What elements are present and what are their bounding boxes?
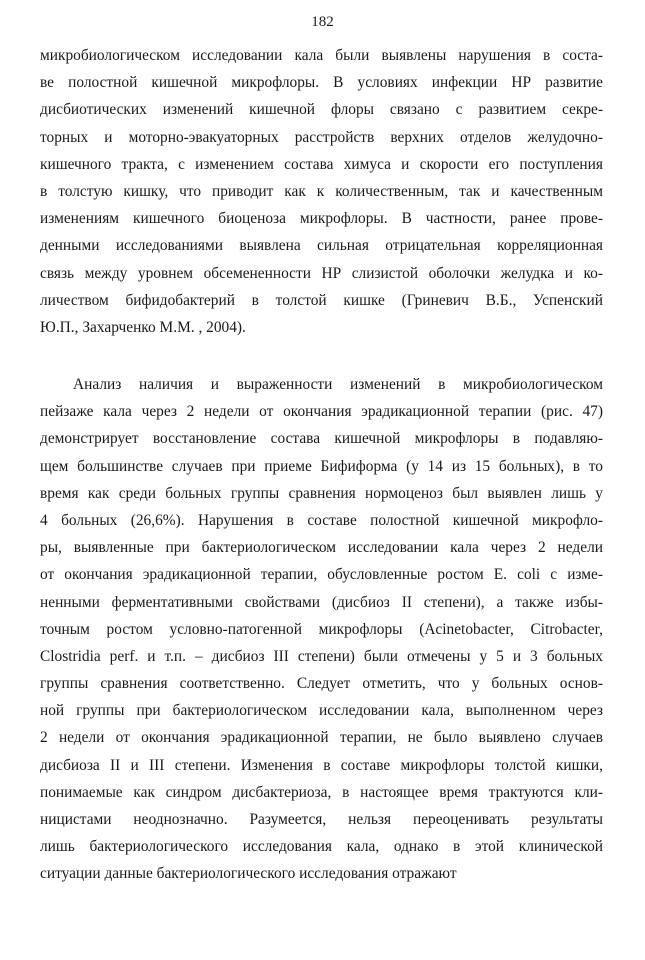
text-line: ве полостной кишечной микрофлоры. В условиях инфекции НР развитие [40, 74, 603, 92]
text-line: время как среди больных группы сравнения нормоценоз был выявлен лишь у [40, 484, 603, 502]
text-line: связь между уровнем обсемененности НР слизистой оболочки желудка и ко- [40, 264, 603, 282]
text-line: дисбиоза II и III степени. Изменения в составе микрофлоры толстой кишки, [40, 756, 603, 774]
text-line: Clostridia perf. и т.п. – дисбиоз III степени) были отмечены у 5 и 3 больных [40, 647, 603, 665]
text-line: 2 недели от окончания эрадикационной терапии, не было выявлено случаев [40, 729, 603, 747]
text-line: лишь бактериологического исследования кала, однако в этой клинической [40, 838, 603, 856]
text-line: личеством бифидобактерий в толстой кишке (Гриневич В.Б., Успенский [40, 291, 603, 309]
text-line: от окончания эрадикационной терапии, обусловленные ростом E. coli с изме- [40, 566, 603, 584]
page-number: 182 [311, 14, 334, 30]
text-line: ненными ферментативными свойствами (дисбиоз II степени), а также избы- [40, 593, 603, 611]
text-line: изменениям кишечного биоценоза микрофлоры. В частности, ранее прове- [40, 210, 603, 228]
text-line: ситуации данные бактериологического исследования отражают [40, 865, 457, 883]
text-line: демонстрирует восстановление состава кишечной микрофлоры в подавляю- [40, 430, 603, 448]
text-line: ницистами неоднозначно. Разумеется, нельзя переоценивать результаты [40, 811, 603, 828]
text-line: ной группы при бактериологическом исследовании кала, выполненном через [40, 702, 603, 720]
text-line: 4 больных (26,6%). Нарушения в составе полостной кишечной микрофло- [40, 511, 603, 529]
text-line: денными исследованиями выявлена сильная отрицательная корреляционная [40, 237, 603, 255]
text-line: группы сравнения соответственно. Следует отметить, что у больных основ- [40, 675, 603, 693]
text-line: точным ростом условно-патогенной микрофлоры (Acinetobacter, Citrobacter, [40, 620, 603, 638]
text-line: дисбиотических изменений кишечной флоры связано с развитием секре- [40, 101, 603, 119]
paragraph-1 [40, 42, 603, 341]
text-line: в толстую кишку, что приводит как к количественным, так и качественным [40, 182, 603, 200]
text-line: щем большинстве случаев при приеме Бифиформа (у 14 из 15 больных), в то [40, 457, 603, 475]
text-line: торных и моторно-эвакуаторных расстройств верхних отделов желудочно- [40, 128, 603, 146]
text-line: ры, выявленные при бактериологическом исследовании кала через 2 недели [40, 539, 603, 557]
text-line: кишечного тракта, с изменением состава химуса и скорости его поступления [40, 155, 603, 173]
text-line: пейзаже кала через 2 недели от окончания эрадикационной терапии (рис. 47) [40, 403, 603, 421]
text-line: Анализ наличия и выраженности изменений в микробиологическом [73, 376, 603, 393]
text-line: Ю.П., Захарченко М.М. , 2004). [40, 318, 246, 336]
text-line: понимаемые как синдром дисбактериоза, в настоящее время трактуются кли- [40, 783, 603, 801]
text-line: микробиологическом исследовании кала были выявлены нарушения в соста- [40, 47, 603, 64]
paragraph-2 [40, 371, 603, 888]
